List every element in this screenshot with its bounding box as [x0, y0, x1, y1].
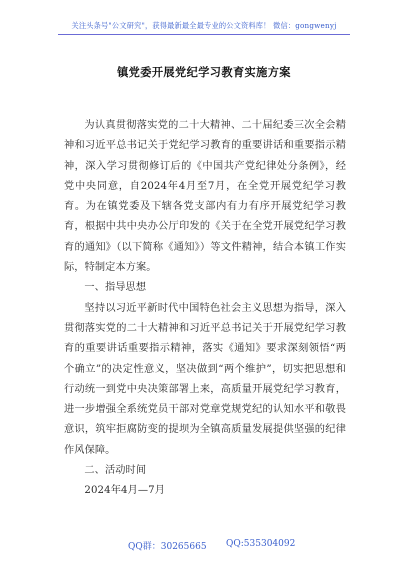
section-heading-guiding-ideology: 一、指导思想: [84, 282, 147, 294]
section-heading-activity-time: 二、活动时间: [84, 465, 147, 477]
document-body: [64, 116, 346, 502]
header-divider: [58, 34, 350, 35]
qq-number: QQ:535304092: [226, 539, 296, 549]
qq-group-number: QQ群：30265665: [128, 542, 207, 552]
guiding-ideology-paragraph: 坚持以习近平新时代中国特色社会主义思想为指导，深入贯彻落实党的二十大精神和习近平总书记关于开展党纪学习教育的重要讲话重要指示精神，落实《通知》要求深刻领悟“两个确立”的决定性意义，坚决做到“两个维护”，切实把思想和行动统一到党中央决策部署上来，高质量开展党纪学习教育，进一步增强全系统党员干部对党章党规党纪的认知水平和敬畏意识，筑牢拒腐防变的提坝为全镇高质量发展提供坚强的纪律作风保障。: [64, 302, 346, 456]
activity-time-paragraph: 2024年4月—7月: [84, 485, 166, 497]
header-banner: 关注头条号"公文研究"，获得最新最全最专业的公文资料库！ 微信：gongwenyj: [71, 21, 337, 30]
intro-paragraph: 为认真贯彻落实党的二十大精神、二十届纪委三次全会精神和习近平总书记关于党纪学习教育的重要讲话和重要指示精神，深入学习贯彻修订后的《中国共产党纪律处分条例》，经党中央同意，自2024年4月至7月，在全党开展党纪学习教育。为在镇党委及下辖各党支部内有力有序开展党纪学习教育，根据中共中央办公厅印发的《关于在全党开展党纪学习教育的通知》（以下简称《通知》）等文件精神，结合本镇工作实际，特制定本方案。: [64, 120, 346, 274]
document-title: 镇党委开展党纪学习教育实施方案: [117, 66, 291, 79]
